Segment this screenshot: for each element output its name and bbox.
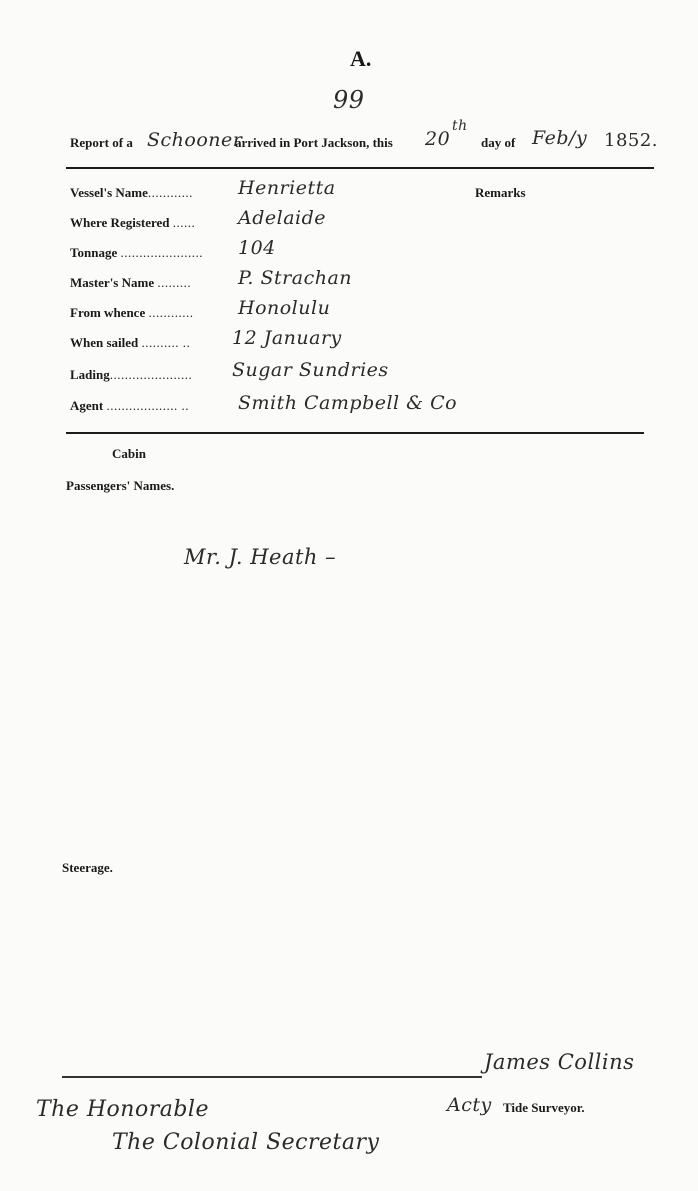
field-value: Henrietta bbox=[238, 177, 336, 199]
report-month: Feb/y bbox=[532, 127, 588, 149]
report-year: 1852. bbox=[604, 130, 659, 151]
report-day-of: day of bbox=[481, 135, 516, 150]
bottom-rule bbox=[66, 432, 644, 434]
signature: James Collins bbox=[484, 1050, 635, 1074]
field-label: When sailed .......... .. bbox=[70, 335, 191, 350]
signature-rule bbox=[62, 1076, 482, 1078]
field-label: Where Registered ...... bbox=[70, 215, 196, 230]
field-value: 104 bbox=[238, 237, 276, 259]
addressee-line1: The Honorable bbox=[36, 1097, 209, 1122]
passengers-label: Passengers' Names. bbox=[66, 478, 175, 493]
field-label: Agent ................... .. bbox=[70, 398, 189, 413]
field-value: P. Strachan bbox=[238, 267, 353, 289]
report-day: 20 bbox=[425, 128, 451, 150]
field-label: From whence ............ bbox=[70, 305, 194, 320]
passenger-name: Mr. J. Heath – bbox=[184, 545, 337, 569]
form-letter: A. bbox=[350, 46, 372, 71]
report-middle: arrived in Port Jackson, this bbox=[235, 135, 393, 150]
remarks-label: Remarks bbox=[475, 185, 526, 200]
top-rule bbox=[66, 167, 654, 169]
steerage-label: Steerage. bbox=[62, 860, 113, 875]
field-value: Honolulu bbox=[238, 297, 331, 319]
page-number: 99 bbox=[333, 86, 365, 114]
field-value: Adelaide bbox=[238, 207, 327, 229]
tide-surveyor-label: Tide Surveyor. bbox=[503, 1100, 585, 1115]
vessel-type: Schooner bbox=[147, 129, 243, 151]
report-day-suffix: th bbox=[452, 118, 468, 134]
cabin-label: Cabin bbox=[112, 446, 146, 461]
field-value: 12 January bbox=[232, 327, 342, 349]
signature-abbrev: Acty bbox=[447, 1094, 492, 1116]
addressee-line2: The Colonial Secretary bbox=[112, 1130, 380, 1155]
field-label: Vessel's Name............ bbox=[70, 185, 193, 200]
field-value: Smith Campbell & Co bbox=[238, 392, 458, 414]
field-label: Lading...................... bbox=[70, 367, 193, 382]
field-label: Master's Name ......... bbox=[70, 275, 192, 290]
field-value: Sugar Sundries bbox=[232, 359, 389, 381]
report-prefix: Report of a bbox=[70, 135, 133, 150]
field-label: Tonnage ...................... bbox=[70, 245, 203, 260]
